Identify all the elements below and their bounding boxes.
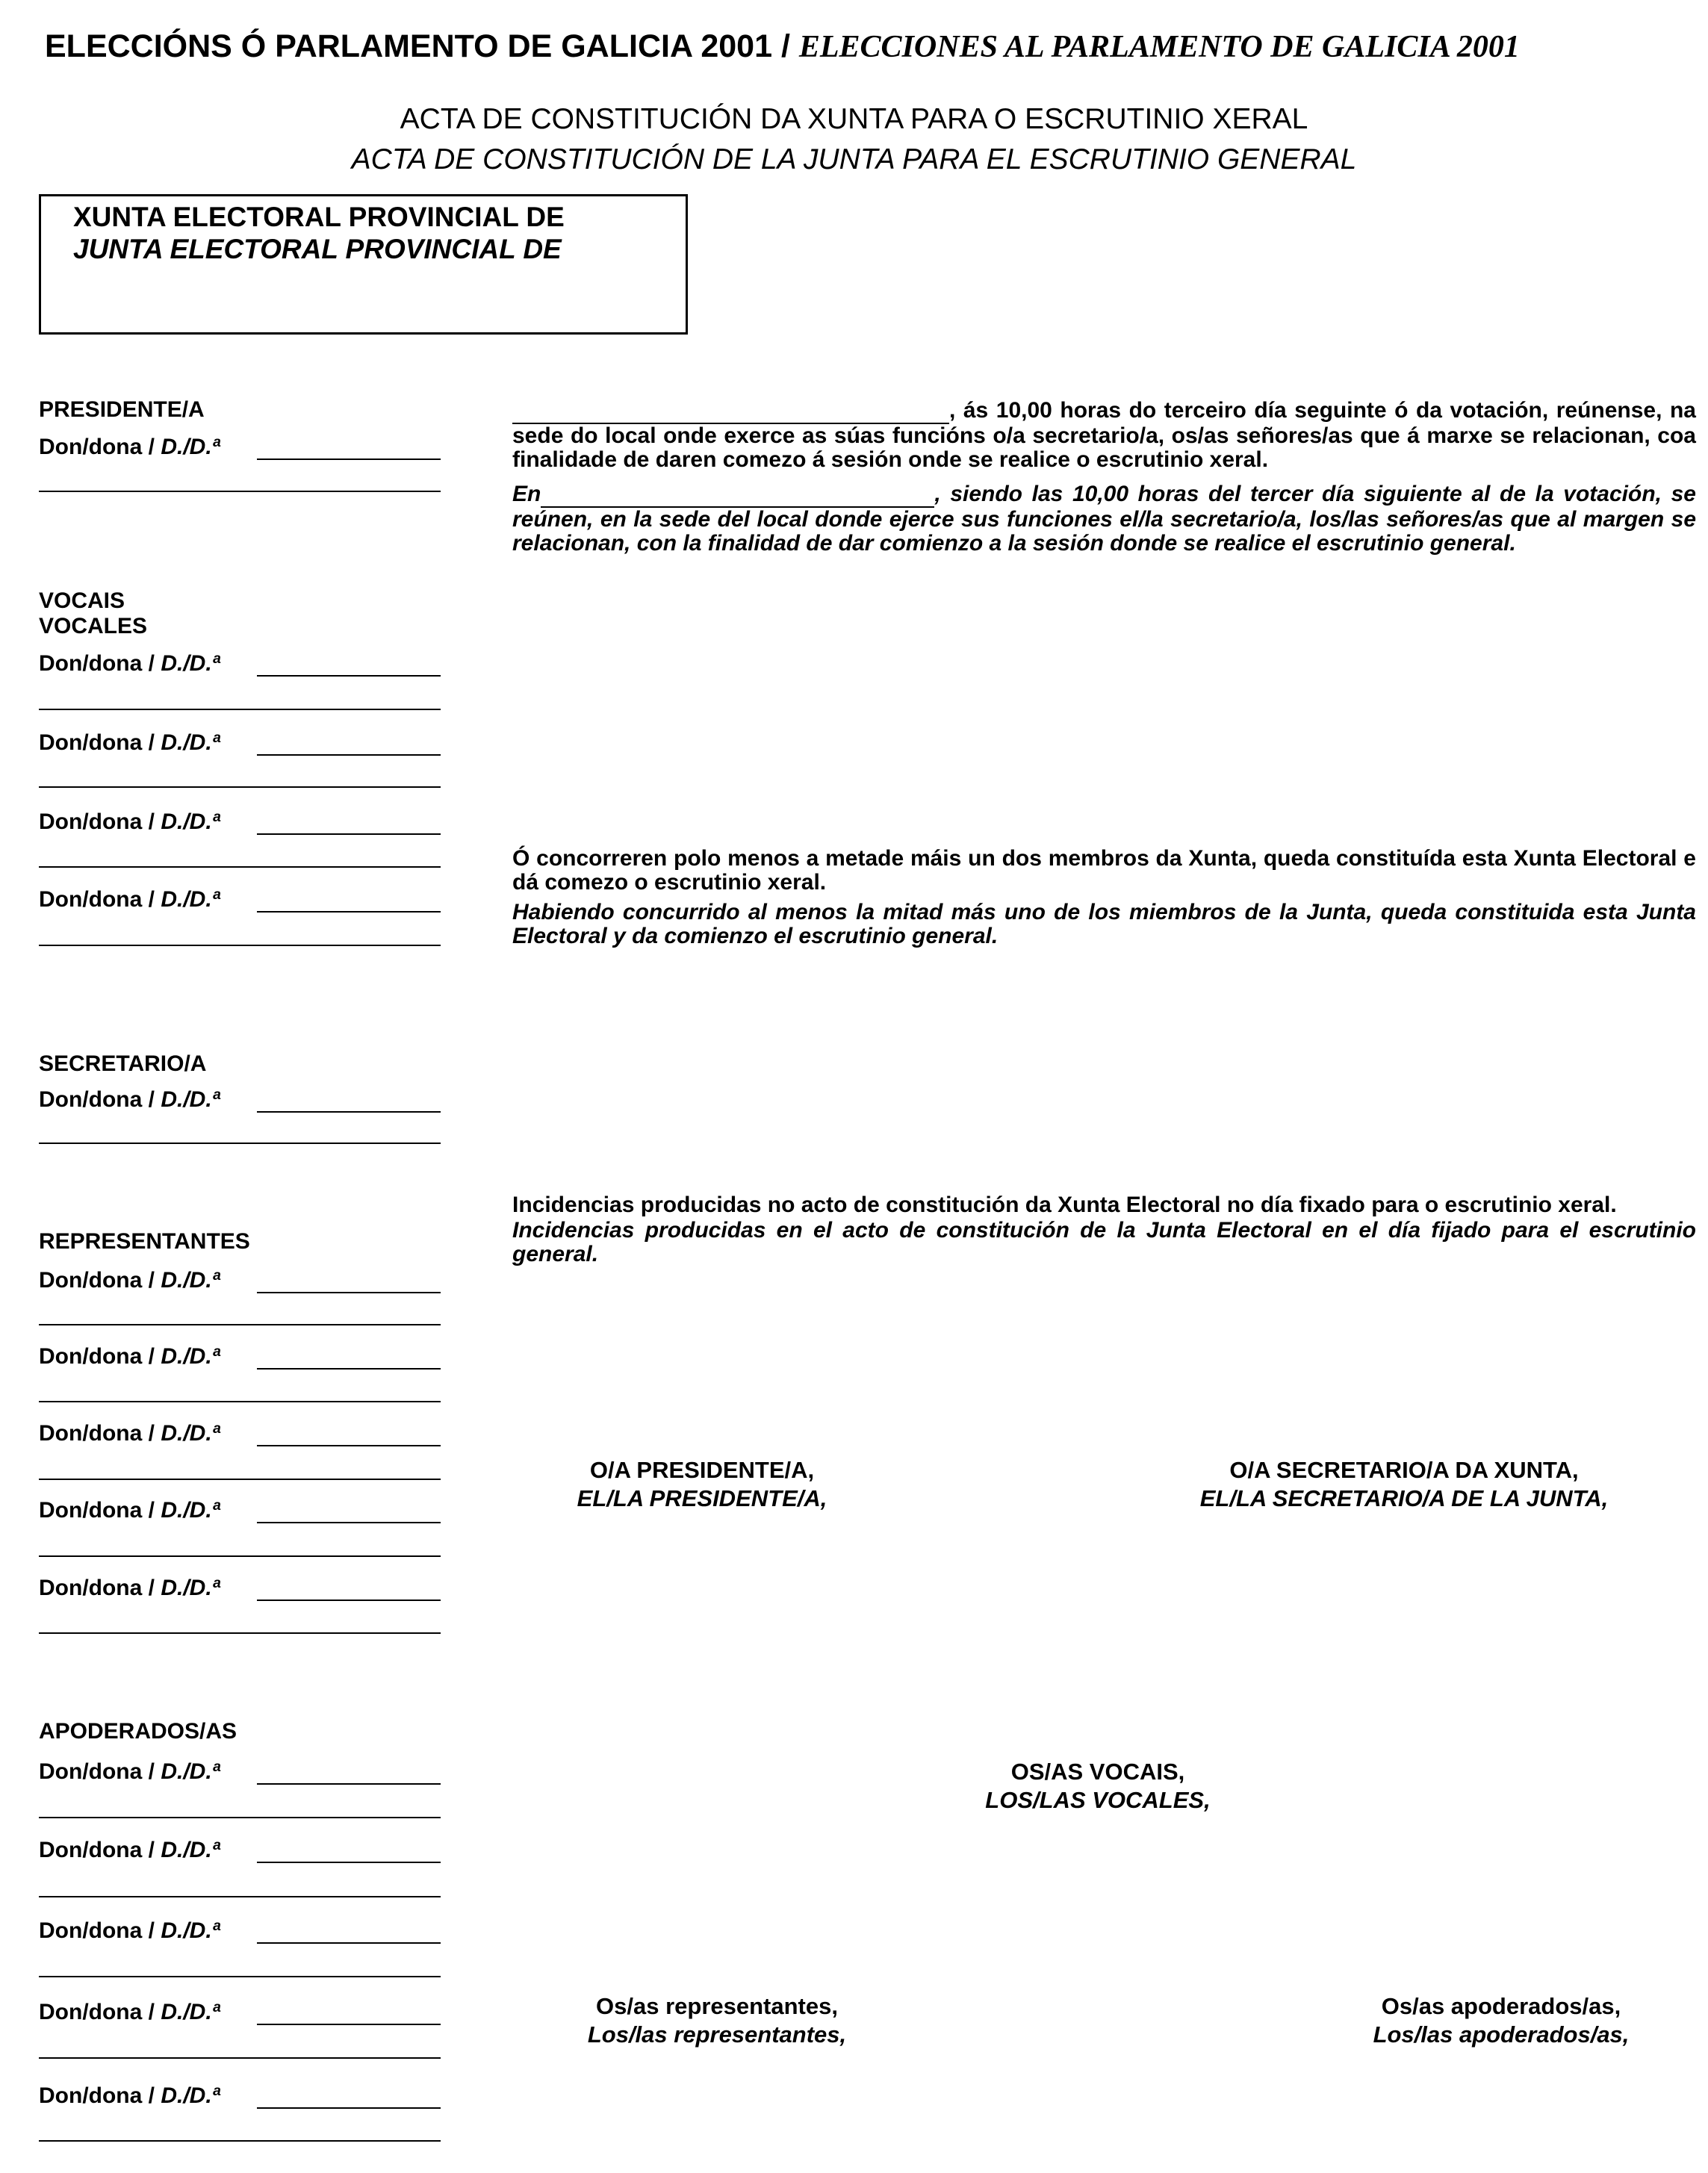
name-field-label: Don/dona / D./D.ª	[39, 887, 220, 912]
paragraph-3-galician: Incidencias producidas no acto de constitución da Xunta Electoral no día fixado para o escrutinio xeral.	[512, 1193, 1617, 1217]
signature-representantes: Os/as representantes, Los/las representantes,	[587, 1993, 847, 2048]
name-field-line[interactable]	[257, 1111, 441, 1113]
name-field-label: Don/dona / D./D.ª	[39, 2083, 220, 2108]
name-field-line[interactable]	[257, 1445, 441, 1446]
subtitle-spanish: ACTA DE CONSTITUCIÓN DE LA JUNTA PARA EL ESCRUTINIO GENERAL	[351, 143, 1357, 175]
paragraph-1-galician: , ás 10,00 horas do terceiro día seguinte ó da votación, reúnense, na sede do local onde exerce as súas funcións o/a secretario/a, os/as señores/as que á marxe se relacionan, coa finalidade de daren comezo á sesión onde se realice o escrutinio xeral.	[512, 398, 1696, 472]
name-field-label: Don/dona / D./D.ª	[39, 1268, 220, 1293]
signature-vocais: OS/AS VOCAIS, LOS/LAS VOCALES,	[985, 1759, 1211, 1813]
paragraph-1-spanish: En , siendo las 10,00 horas del tercer día siguiente al de la votación, se reúnen, en la sede del local donde ejerce sus funciones el/la secretario/a, los/las señores/as que al margen se relacionan, con la finalidad de dar comienzo a la sesión donde se realice el escrutinio general.	[512, 482, 1696, 556]
place-blank-galician[interactable]	[512, 399, 949, 424]
name-field-second-line[interactable]	[39, 491, 441, 492]
name-field-second-line[interactable]	[39, 1817, 441, 1818]
name-field-label: Don/dona / D./D.ª	[39, 435, 220, 459]
name-field-line[interactable]	[257, 1368, 441, 1370]
province-label-spanish: JUNTA ELECTORAL PROVINCIAL DE	[73, 234, 562, 264]
name-field-label: Don/dona / D./D.ª	[39, 1087, 220, 1112]
name-field-second-line[interactable]	[39, 1324, 441, 1325]
signature-secretario: O/A SECRETARIO/A DA XUNTA, EL/LA SECRETARIO/A DE LA JUNTA,	[1199, 1457, 1609, 1511]
name-field-line[interactable]	[257, 1862, 441, 1863]
section-representantes: REPRESENTANTES	[39, 1229, 250, 1254]
name-field-line[interactable]	[257, 458, 441, 460]
name-field-second-line[interactable]	[39, 1896, 441, 1897]
name-field-line[interactable]	[257, 1600, 441, 1601]
name-field-label: Don/dona / D./D.ª	[39, 1838, 220, 1862]
name-field-second-line[interactable]	[39, 945, 441, 946]
name-field-line[interactable]	[257, 1942, 441, 1944]
name-field-second-line[interactable]	[39, 1479, 441, 1480]
name-field-second-line[interactable]	[39, 1401, 441, 1402]
section-secretario: SECRETARIO/A	[39, 1051, 207, 1076]
paragraph-3-spanish: Incidencias producidas en el acto de constitución de la Junta Electoral en el día fijado para el escrutinio general.	[512, 1218, 1696, 1266]
signature-presidente: O/A PRESIDENTE/A, EL/LA PRESIDENTE/A,	[577, 1457, 827, 1511]
name-field-label: Don/dona / D./D.ª	[39, 1759, 220, 1784]
name-field-label: Don/dona / D./D.ª	[39, 1576, 220, 1600]
name-field-second-line[interactable]	[39, 866, 441, 868]
name-field-label: Don/dona / D./D.ª	[39, 1498, 220, 1523]
name-field-second-line[interactable]	[39, 1555, 441, 1557]
name-field-line[interactable]	[257, 1292, 441, 1293]
name-field-line[interactable]	[257, 833, 441, 835]
section-vocais: VOCAIS	[39, 588, 125, 613]
section-apoderados: APODERADOS/AS	[39, 1719, 237, 1744]
section-presidente: PRESIDENTE/A	[39, 397, 205, 422]
name-field-line[interactable]	[257, 754, 441, 756]
name-field-second-line[interactable]	[39, 2140, 441, 2142]
name-field-line[interactable]	[257, 2024, 441, 2025]
name-field-line[interactable]	[257, 1522, 441, 1523]
name-field-second-line[interactable]	[39, 1976, 441, 1977]
name-field-label: Don/dona / D./D.ª	[39, 1918, 220, 1943]
signature-apoderados: Os/as apoderados/as, Los/las apoderados/as,	[1373, 1993, 1630, 2048]
name-field-line[interactable]	[257, 1783, 441, 1785]
name-field-label: Don/dona / D./D.ª	[39, 1421, 220, 1446]
place-blank-spanish[interactable]	[541, 482, 934, 508]
paragraph-2-galician: Ó concorreren polo menos a metade máis un dos membros da Xunta, queda constituída esta Xunta Electoral e dá comezo o escrutinio xeral.	[512, 846, 1696, 895]
name-field-second-line[interactable]	[39, 786, 441, 788]
name-field-label: Don/dona / D./D.ª	[39, 2000, 220, 2024]
document-title	[45, 28, 1688, 65]
province-label-galician: XUNTA ELECTORAL PROVINCIAL DE	[73, 202, 565, 232]
section-vocales: VOCALES	[39, 614, 148, 638]
name-field-line[interactable]	[257, 675, 441, 677]
name-field-second-line[interactable]	[39, 1632, 441, 1634]
subtitle-galician: ACTA DE CONSTITUCIÓN DA XUNTA PARA O ESCRUTINIO XERAL	[400, 103, 1308, 135]
title-spanish: ELECCIONES AL PARLAMENTO DE GALICIA 2001	[798, 30, 1520, 64]
name-field-second-line[interactable]	[39, 2057, 441, 2059]
name-field-second-line[interactable]	[39, 1143, 441, 1144]
paragraph-2-spanish: Habiendo concurrido al menos la mitad más uno de los miembros de la Junta, queda constituida esta Junta Electoral y da comienzo el escrutinio general.	[512, 900, 1696, 948]
name-field-second-line[interactable]	[39, 709, 441, 710]
name-field-line[interactable]	[257, 911, 441, 913]
title-galician: ELECCIÓNS Ó PARLAMENTO DE GALICIA 2001 /	[45, 28, 790, 64]
name-field-line[interactable]	[257, 2107, 441, 2109]
name-field-label: Don/dona / D./D.ª	[39, 730, 220, 755]
name-field-label: Don/dona / D./D.ª	[39, 1344, 220, 1369]
name-field-label: Don/dona / D./D.ª	[39, 809, 220, 834]
name-field-label: Don/dona / D./D.ª	[39, 651, 220, 676]
